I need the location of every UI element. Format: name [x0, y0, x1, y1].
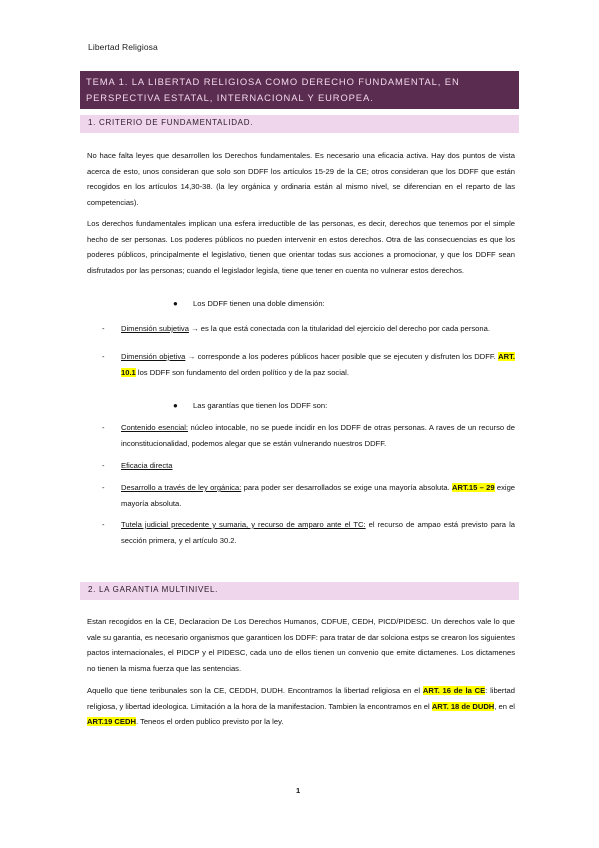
highlight-art-19-cedh: ART.19 CEDH — [87, 717, 136, 726]
section-2-paragraph-1: Estan recogidos en la CE, Declaracion De Los Derechos Humanos, CDFUE, CEDH, PICD/PIDESC. Un derechos vale lo que vale su garantia, es necesario organismos que garanticen los DDFF: para tratar de dar solciona estps se crearon los siguientes pactos internacionales, el PIDCP y el PIDESC, cada uno de ellos tienen un convenio que emite dictamenes. Los dictamenes no tienen la misma fuerza que las sentencias. — [87, 617, 516, 673]
bullet-dot-icon: ● — [173, 299, 178, 308]
highlight-art-15-29: ART.15 – 29 — [452, 483, 495, 492]
bullet-guarantees: ● Las garantías que tienen los DDFF son: — [173, 401, 328, 410]
page-number: 1 — [296, 786, 301, 795]
list-item-ley-organica: - Desarrollo a través de ley orgánica: para poder ser desarrollados se exige una mayoría absoluta. ART.15 – 29 exige mayoría absoluta. — [102, 483, 516, 508]
section-1-heading: 1. CRITERIO DE FUNDAMENTALIDAD. — [80, 115, 519, 133]
section-1-paragraph-2: Los derechos fundamentales implican una esfera irreductible de las personas, es decir, derechos que tenemos por el simple hecho de ser personas. Los poderes públicos no pueden intervenir en estos derechos. Otra de las consecuencias es que los poderes públicos, principalmente el legislativo, tienen que orientar todas sus acciones a promocionar, y que los DDFF sean disfrutados por las personas; cuando el legislador legisla, tiene que tener en cuenta no vulnerar estos derechos. — [87, 219, 515, 275]
bullet-dot-icon: ● — [173, 401, 178, 410]
list-item-tutela-judicial: - Tutela judicial precedente y sumaria, y recurso de amparo ante el TC: el recurso de ampao está previsto para la sección primera, y el artículo 30.2. — [102, 520, 515, 545]
chapter-title: TEMA 1. LA LIBERTAD RELIGIOSA COMO DERECHO FUNDAMENTAL, EN PERSPECTIVA ESTATAL, INTERNACIONAL Y EUROPEA. — [80, 71, 519, 109]
bullet-dimensions: ● Los DDFF tienen una doble dimensión: — [173, 299, 325, 308]
list-item-dimension-objetiva: - Dimensión objetiva → corresponde a los poderes públicos hacer posible que se ejecuten y disfruten los DDFF. ART. 10.1 los DDFF son fundamento del orden político y de la paz social. — [102, 352, 515, 377]
section-2-heading: 2. LA GARANTIA MULTINIVEL. — [80, 582, 519, 600]
page-header: Libertad Religiosa — [88, 42, 158, 52]
list-item-eficacia-directa: - Eficacia directa — [102, 461, 173, 470]
list-item-contenido-esencial: - Contenido esencial: núcleo intocable, no se puede incidir en los DDFF de otras personas. A raves de un recurso de inconstitucionalidad, podemos alegar que se están vulnerando nuestros DDFF. — [102, 423, 515, 448]
highlight-art-16-ce: ART. 16 de la CE — [422, 686, 486, 695]
section-1-paragraph-1: No hace falta leyes que desarrollen los Derechos fundamentales. Es necesario una eficacia activa. Hay dos puntos de vista acerca de esto, unos consideran que solo son DDFF los artículos 15-29 de la CE; otros consideran que los DDFF que están recogidos en los artículos 14,30-38. (la ley orgánica y ordinaria están al mismo nivel, se diferencian en el reparto de las competencias). — [87, 151, 515, 207]
highlight-art-10-1: ART. 10.1 — [121, 352, 515, 377]
highlight-art-18-dudh: ART. 18 de DUDH — [431, 701, 495, 711]
list-item-dimension-subjetiva: - Dimensión subjetiva → es la que está conectada con la titularidad del ejercicio del derecho por cada persona. — [102, 324, 490, 333]
section-2-paragraph-2: Aquello que tiene teribunales son la CE, CEDDH, DUDH. Encontramos la libertad religiosa en el ART. 16 de la CE: libertad religiosa, y libertad ideologica. Limitación a la hora de la manifestacion. Tambien la encontramos en el ART. 18 de DUDH, en el ART.19 CEDH. Teneos el orden publico previsto por la ley. — [87, 686, 515, 726]
